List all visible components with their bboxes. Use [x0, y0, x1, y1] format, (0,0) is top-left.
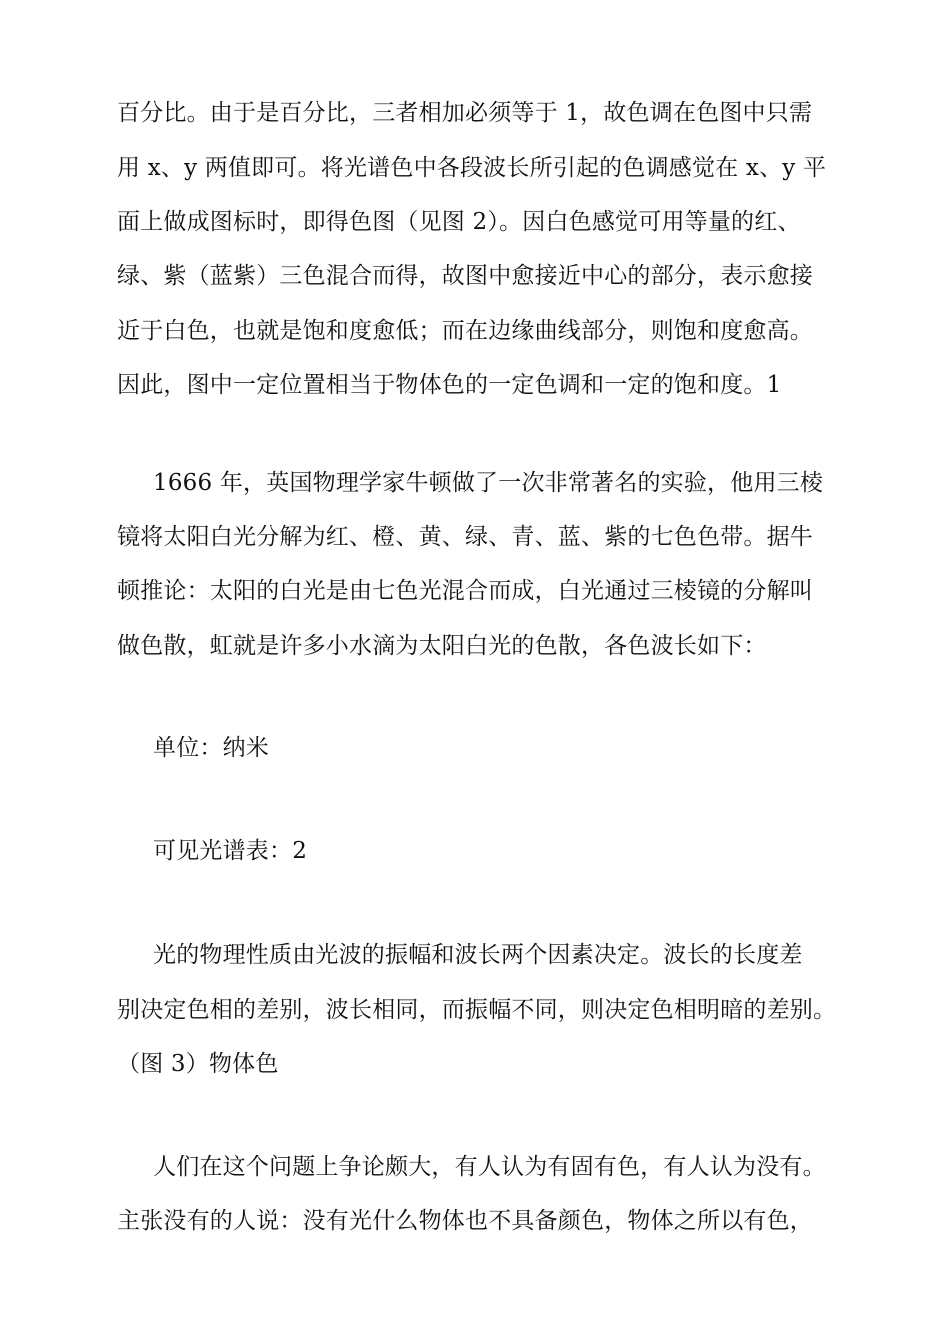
- paragraph-1-line-5: 近于白色，也就是饱和度愈低；而在边缘曲线部分，则饱和度愈高。: [117, 318, 813, 344]
- paragraph-2-line-3: 顿推论：太阳的白光是由七色光混合而成，白光通过三棱镜的分解叫: [117, 578, 813, 604]
- paragraph-1-line-4: 绿、紫（蓝紫）三色混合而得，故图中愈接近中心的部分，表示愈接: [117, 263, 813, 289]
- paragraph-2-line-4: 做色散，虹就是许多小水滴为太阳白光的色散，各色波长如下：: [117, 633, 767, 659]
- paragraph-2-line-2: 镜将太阳白光分解为红、橙、黄、绿、青、蓝、紫的七色色带。据牛: [117, 524, 813, 550]
- paragraph-2-line-1: 1666 年，英国物理学家牛顿做了一次非常著名的实验，他用三棱: [153, 470, 824, 496]
- spectrum-table-line: 可见光谱表：2: [153, 838, 308, 864]
- paragraph-1-line-6: 因此，图中一定位置相当于物体色的一定色调和一定的饱和度。1: [117, 372, 782, 398]
- paragraph-3-line-3: （图 3）物体色: [117, 1051, 279, 1077]
- paragraph-1-line-2: 用 x、y 两值即可。将光谱色中各段波长所引起的色调感觉在 x、y 平: [117, 155, 827, 181]
- paragraph-4-line-1: 人们在这个问题上争论颇大，有人认为有固有色，有人认为没有。: [153, 1154, 826, 1180]
- paragraph-1-line-3: 面上做成图标时，即得色图（见图 2）。因白色感觉可用等量的红、: [117, 209, 801, 235]
- paragraph-3-line-2: 别决定色相的差别，波长相同，而振幅不同，则决定色相明暗的差别。: [117, 997, 837, 1023]
- paragraph-4-line-2: 主张没有的人说：没有光什么物体也不具备颜色，物体之所以有色，: [117, 1208, 813, 1234]
- paragraph-1-line-1: 百分比。由于是百分比，三者相加必须等于 1，故色调在色图中只需: [117, 100, 813, 126]
- paragraph-3-line-1: 光的物理性质由光波的振幅和波长两个因素决定。波长的长度差: [153, 942, 803, 968]
- unit-line: 单位：纳米: [153, 735, 269, 761]
